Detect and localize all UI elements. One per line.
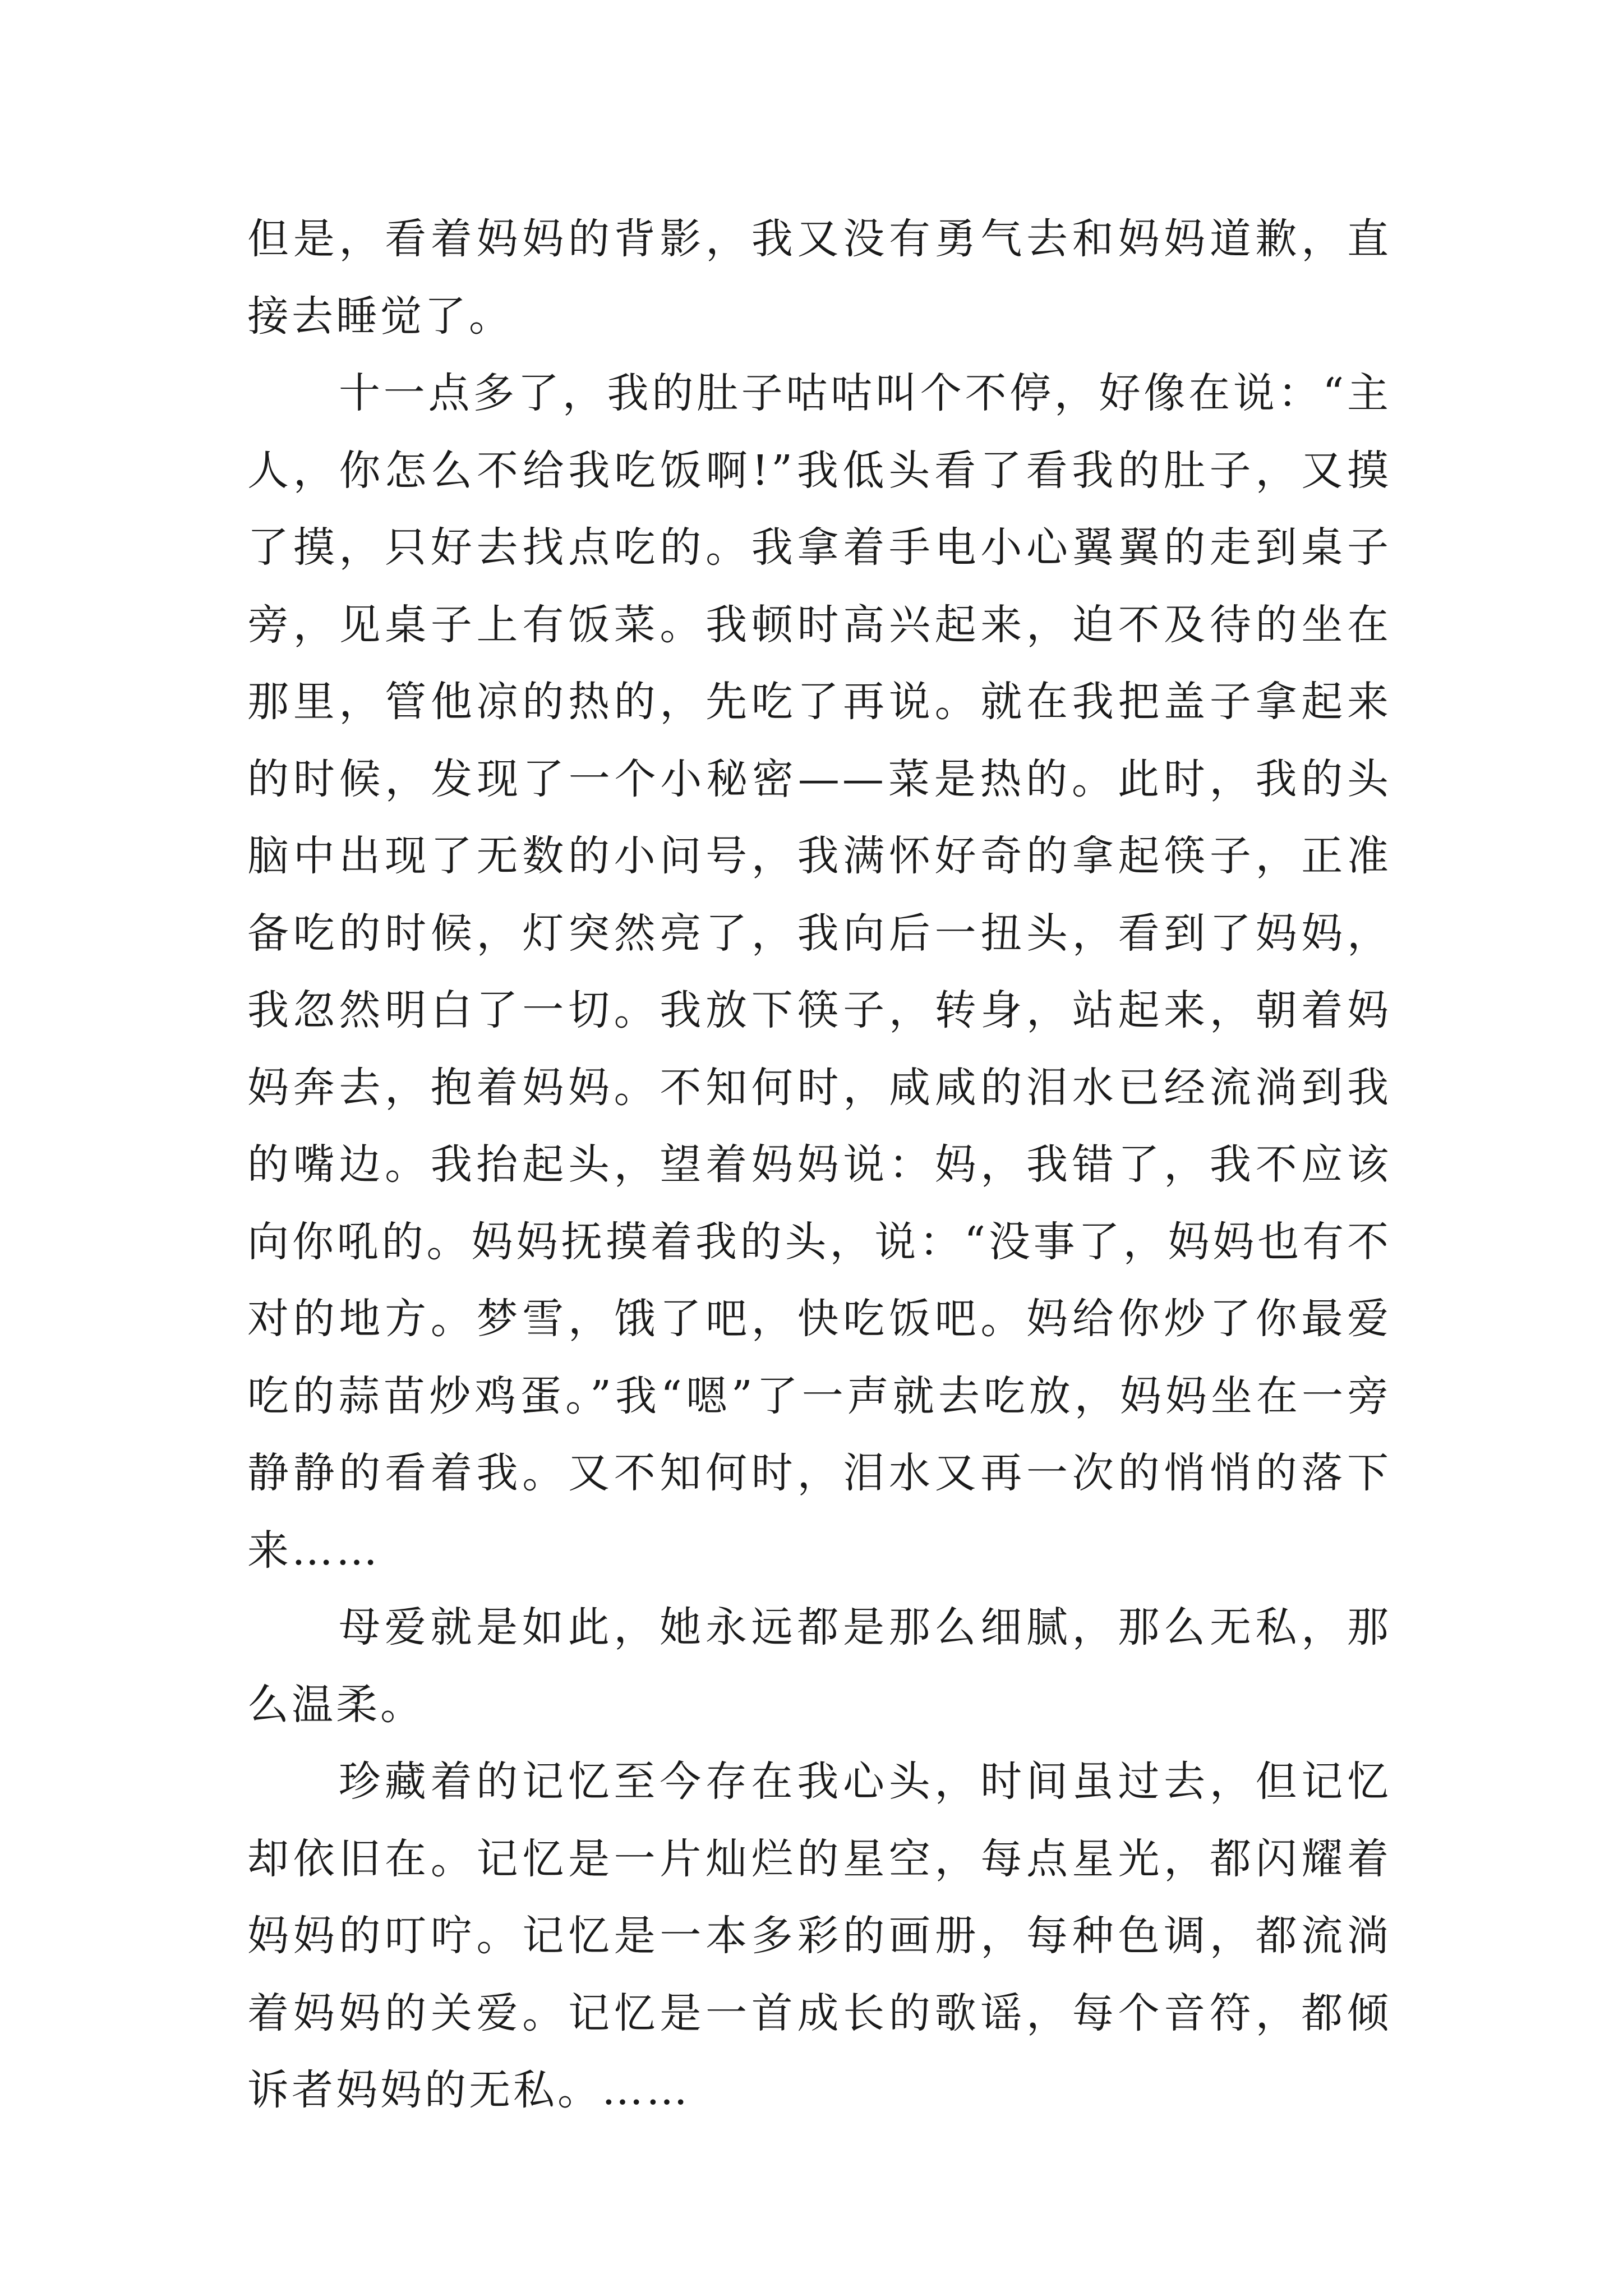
paragraph-1: 但是，看着妈妈的背影，我又没有勇气去和妈妈道歉，直接去睡觉了。 bbox=[247, 215, 1391, 341]
paragraph-4: 珍藏着的记忆至今存在我心头，时间虽过去，但记忆却依旧在。记忆是一片灿烂的星空，每点星光，都闪耀着妈妈的叮咛。记忆是一本多彩的画册，每种色调，都流淌着妈妈的关爱。记忆是一首成长的歌谣，每个音符，都倾诉者妈妈的无私。…… bbox=[247, 1757, 1391, 2114]
paragraph-3: 母爱就是如此，她永远都是那么细腻，那么无私，那么温柔。 bbox=[247, 1603, 1391, 1729]
paragraph-2: 十一点多了，我的肚子咕咕叫个不停，好像在说：“主人，你怎么不给我吃饭啊!”我低头看了看我的肚子，又摸了摸，只好去找点吃的。我拿着手电小心翼翼的走到桌子旁，见桌子上有饭菜。我顿时高兴起来，迫不及待的坐在那里，管他凉的热的，先吃了再说。就在我把盖子拿起来的时候，发现了一个小秘密——菜是热的。此时，我的头脑中出现了无数的小问号，我满怀好奇的拿起筷子，正准备吃的时候，灯突然亮了，我向后一扭头，看到了妈妈，我忽然明白了一切。我放下筷子，转身，站起来，朝着妈妈奔去，抱着妈妈。不知何时，咸咸的泪水已经流淌到我的嘴边。我抬起头，望着妈妈说：妈，我错了，我不应该向你吼的。妈妈抚摸着我的头，说：“没事了，妈妈也有不对的地方。梦雪，饿了吧，快吃饭吧。妈给你炒了你最爱吃的蒜苗炒鸡蛋。”我“嗯”了一声就去吃放，妈妈坐在一旁静静的看着我。又不知何时，泪水又再一次的悄悄的落下来…… bbox=[247, 369, 1391, 1575]
essay-body bbox=[247, 201, 1391, 2129]
